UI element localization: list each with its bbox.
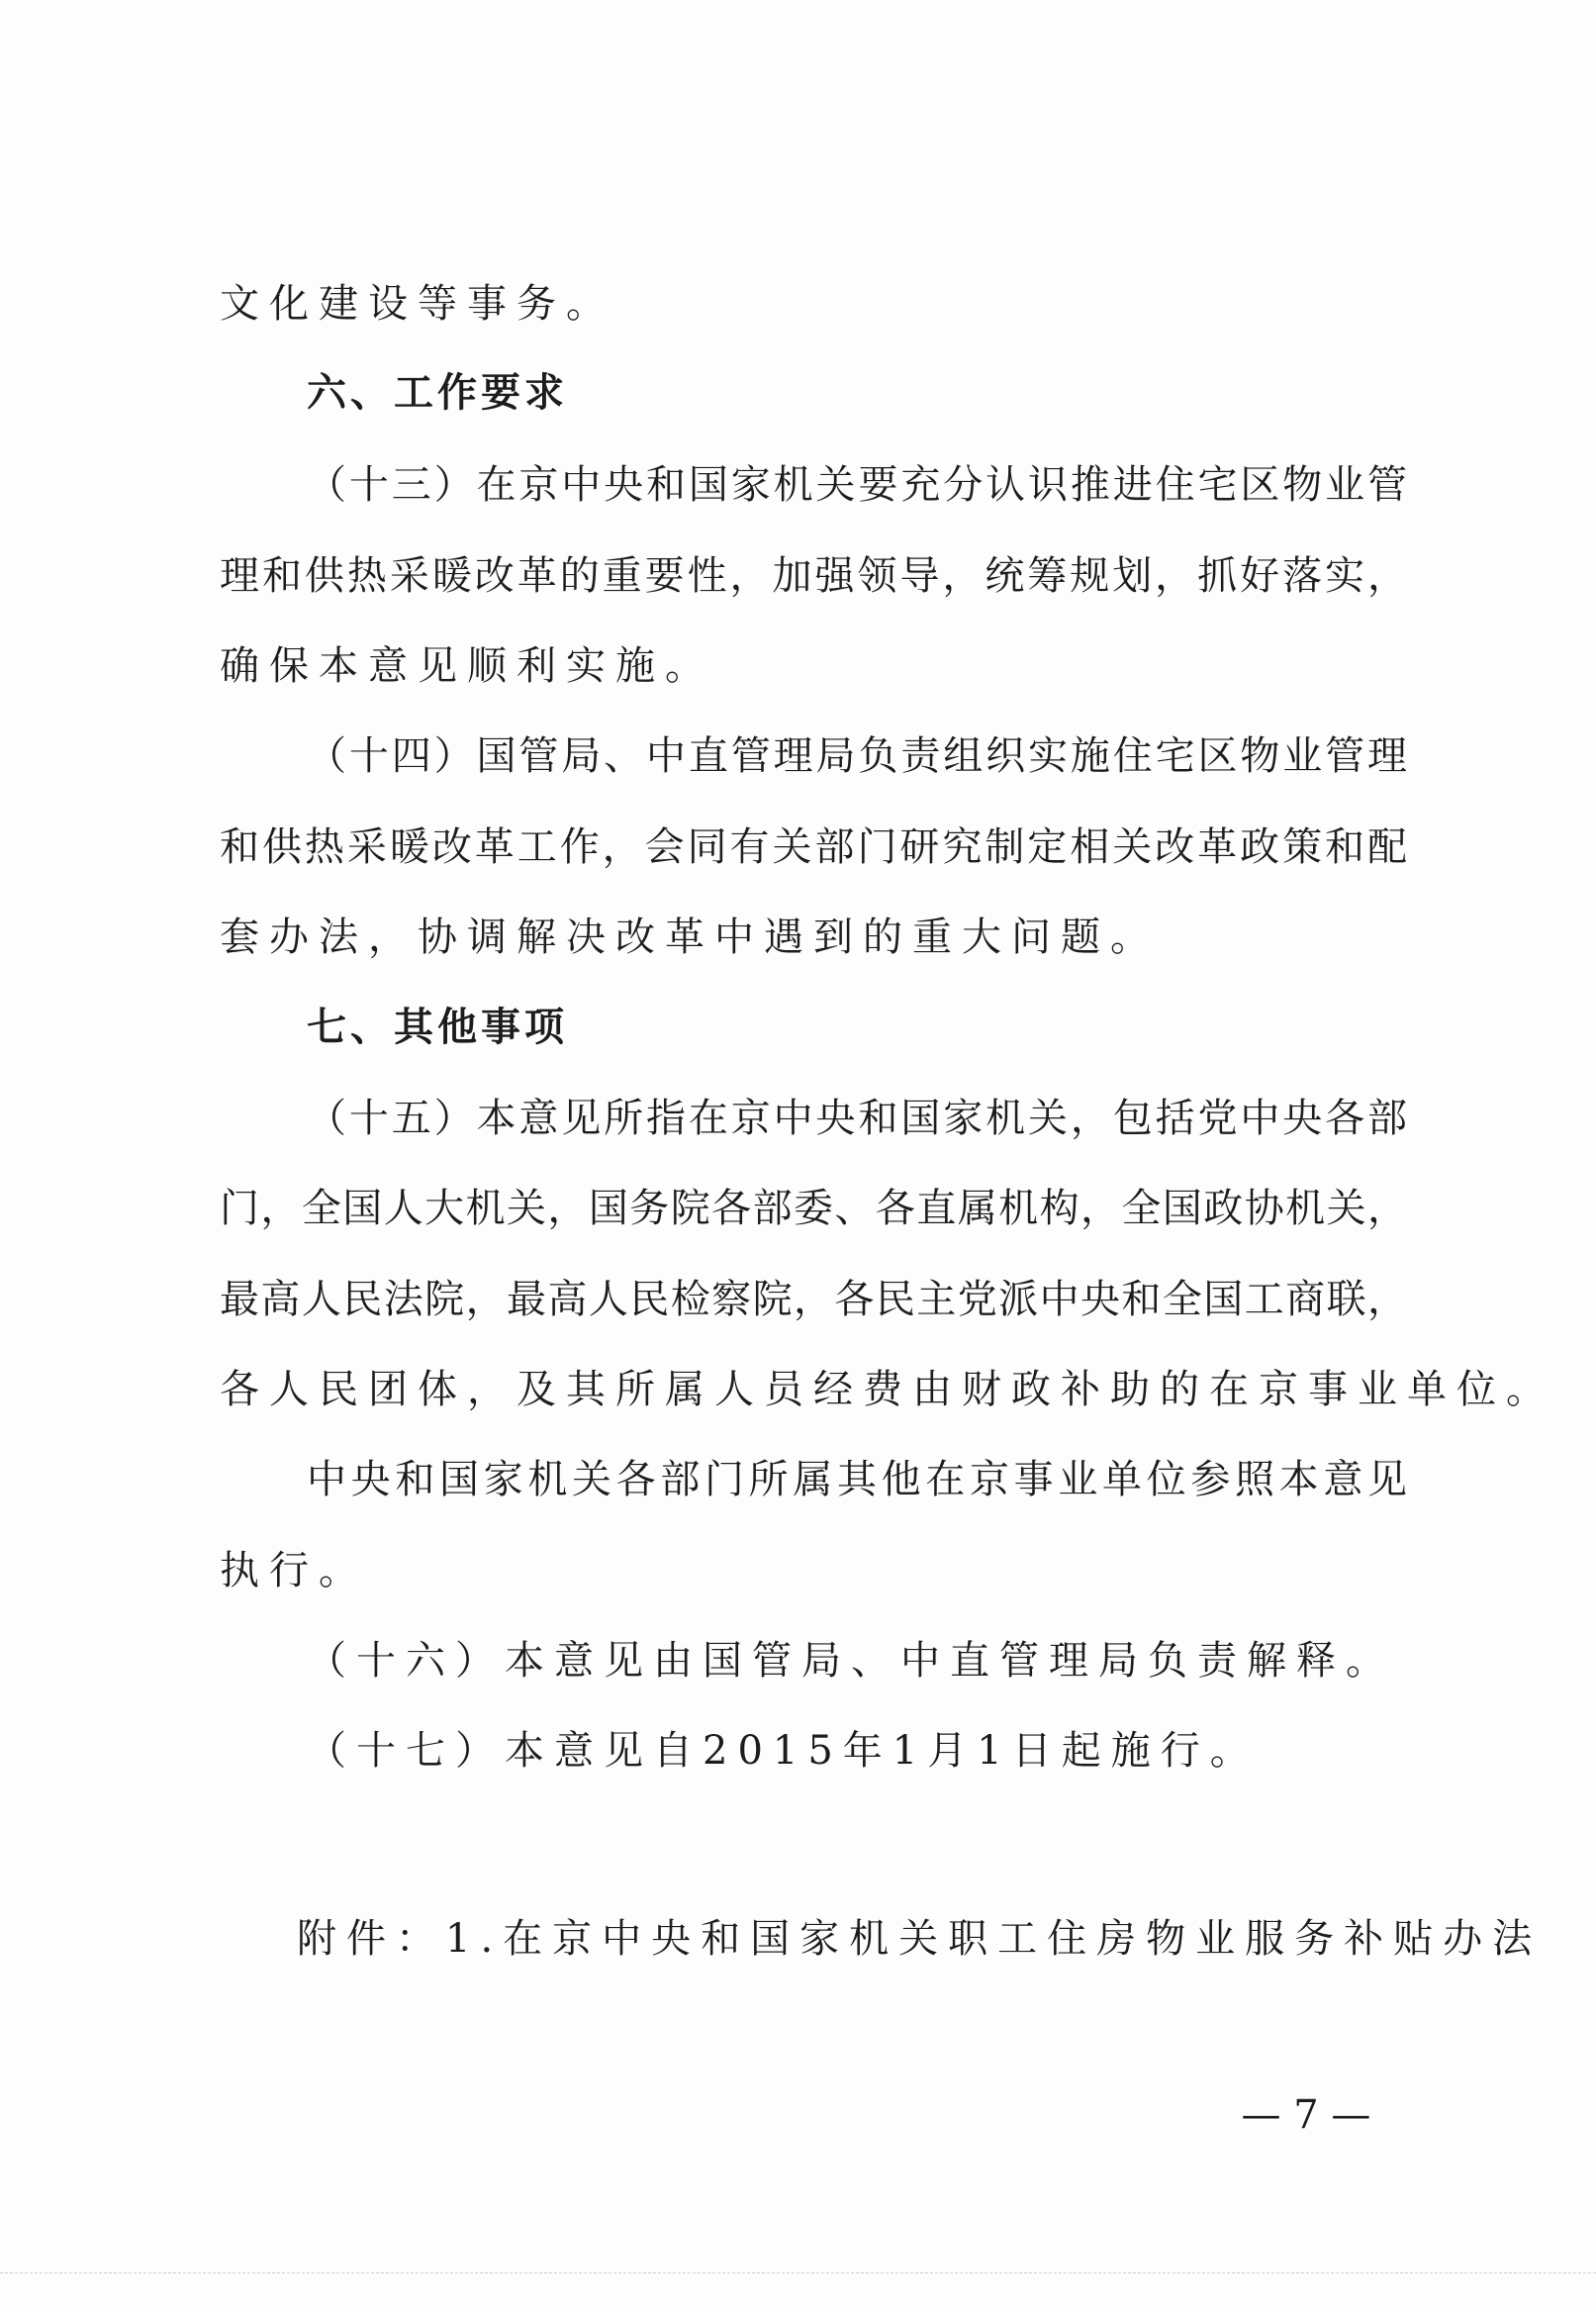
page-bottom-edge xyxy=(0,2272,1596,2273)
paragraph-line: （十七）本意见自2015年1月1日起施行。 xyxy=(307,1728,1260,1774)
paragraph-line: 各人民团体，及其所属人员经费由财政补助的在京事业单位。 xyxy=(220,1367,1555,1412)
section-heading-other-matters: 七、其他事项 xyxy=(307,1005,568,1050)
paragraph-line: 最高人民法院，最高人民检察院，各民主党派中央和全国工商联， xyxy=(220,1277,1407,1322)
paragraph-line: 套办法，协调解决改革中遇到的重大问题。 xyxy=(220,915,1160,960)
paragraph-line: 门，全国人大机关，国务院各部委、各直属机构，全国政协机关， xyxy=(220,1186,1407,1231)
paragraph-line: （十四）国管局、中直管理局负责组织实施住宅区物业管理 xyxy=(307,733,1407,779)
paragraph-line: 执行。 xyxy=(220,1548,368,1593)
paragraph-line: 和供热采暖改革工作，会同有关部门研究制定相关改革政策和配 xyxy=(220,824,1407,870)
paragraph-line: （十五）本意见所指在京中央和国家机关，包括党中央各部 xyxy=(307,1096,1407,1141)
paragraph-line: 文化建设等事务。 xyxy=(220,281,615,327)
paragraph-line: 中央和国家机关各部门所属其他在京事业单位参照本意见 xyxy=(307,1457,1407,1502)
paragraph-line: （十三）在京中央和国家机关要充分认识推进住宅区物业管 xyxy=(307,462,1407,508)
paragraph-line: （十六）本意见由国管局、中直管理局负责解释。 xyxy=(307,1638,1395,1684)
paragraph-line: 理和供热采暖改革的重要性，加强领导，统筹规划，抓好落实， xyxy=(220,553,1407,599)
page-number: — 7 — xyxy=(1241,2092,1371,2138)
section-heading-work-requirements: 六、工作要求 xyxy=(307,370,568,416)
attachment-line: 附件：1.在京中央和国家机关职工住房物业服务补贴办法 xyxy=(297,1916,1543,1962)
paragraph-line: 确保本意见顺利实施。 xyxy=(220,643,714,689)
